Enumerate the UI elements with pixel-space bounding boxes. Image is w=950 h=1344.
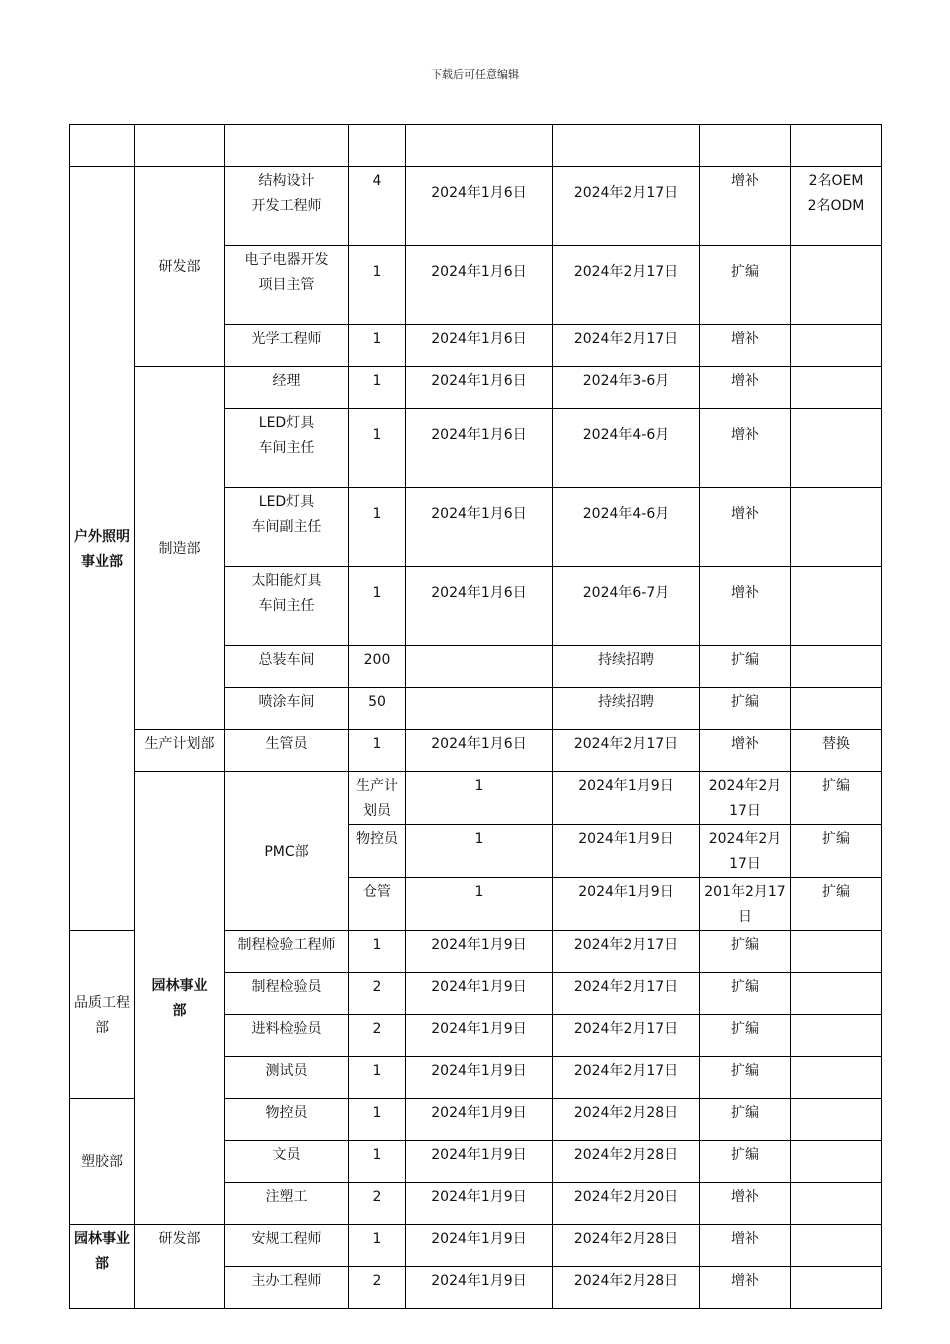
type-cell: 增补 [700,367,791,409]
business-unit-cell: 园林事业 部 [135,772,225,1225]
position-cell: 文员 [225,1141,349,1183]
department-cell: 制造部 [135,367,225,730]
position-cell: 经理 [225,367,349,409]
header-cell [791,125,882,167]
note-cell: 替换 [791,730,882,772]
end-date-cell: 2024年2月17日 [553,325,700,367]
end-date-cell: 2024年2月28日 [553,1099,700,1141]
position-cell: 制程检验员 [225,973,349,1015]
note-cell [791,1141,882,1183]
position-cell: 物控员 [349,825,406,878]
end-date-cell: 2024年2月17日 [553,167,700,246]
note-cell [791,646,882,688]
count-cell: 1 [349,1141,406,1183]
table-row [70,167,882,246]
position-cell: 太阳能灯具 车间主任 [225,567,349,646]
start-date-cell: 2024年1月9日 [406,973,553,1015]
position-cell: LED灯具 车间主任 [225,409,349,488]
type-cell: 扩编 [791,772,882,825]
type-cell: 增补 [700,567,791,646]
end-date-cell: 2024年6-7月 [553,567,700,646]
type-cell: 扩编 [700,646,791,688]
note-cell [791,325,882,367]
start-date-cell: 2024年1月6日 [406,325,553,367]
recruitment-table [69,124,882,1309]
end-date-cell: 2024年2月17日 [553,246,700,325]
header-cell [70,125,135,167]
start-date-cell: 2024年1月9日 [406,1141,553,1183]
type-cell: 增补 [700,1225,791,1267]
count-cell: 2 [349,1183,406,1225]
end-date-cell: 2024年2月20日 [553,1183,700,1225]
count-cell: 1 [349,325,406,367]
end-date-cell: 2024年2月28日 [553,1267,700,1309]
department-cell: 研发部 [135,1225,225,1309]
type-cell: 增补 [700,730,791,772]
table-row [70,367,882,409]
note-cell [791,246,882,325]
start-date-cell: 2024年1月9日 [406,1015,553,1057]
end-date-cell: 2024年2月17日 [553,1057,700,1099]
end-date-cell: 2024年2月17日 [553,730,700,772]
start-date-cell [406,646,553,688]
department-cell: 品质工程部 [70,931,135,1099]
start-date-cell: 2024年1月9日 [553,772,700,825]
type-cell: 扩编 [700,931,791,973]
position-cell: 生产计划员 [349,772,406,825]
department-cell: PMC部 [225,772,349,931]
department-cell: 塑胶部 [70,1099,135,1225]
page-header: 下载后可任意编辑 [431,68,519,81]
note-cell [791,931,882,973]
type-cell: 增补 [700,1267,791,1309]
note-cell [791,1057,882,1099]
position-cell: 总装车间 [225,646,349,688]
end-date-cell: 2024年2月17日 [553,1015,700,1057]
header-cell [553,125,700,167]
note-cell [791,1225,882,1267]
end-date-cell: 持续招聘 [553,688,700,730]
end-date-cell: 2024年2月17日 [700,825,791,878]
type-cell: 增补 [700,488,791,567]
count-cell: 1 [349,567,406,646]
count-cell: 1 [349,931,406,973]
position-cell: LED灯具 车间副主任 [225,488,349,567]
business-unit-cell: 户外照明 事业部 [70,167,135,931]
position-cell: 制程检验工程师 [225,931,349,973]
start-date-cell: 2024年1月9日 [406,1183,553,1225]
end-date-cell: 2024年4-6月 [553,488,700,567]
start-date-cell: 2024年1月9日 [406,1267,553,1309]
start-date-cell [406,688,553,730]
note-cell [791,367,882,409]
type-cell: 扩编 [700,1099,791,1141]
start-date-cell: 2024年1月6日 [406,167,553,246]
type-cell: 扩编 [700,688,791,730]
end-date-cell: 2024年2月28日 [553,1141,700,1183]
note-cell [791,1099,882,1141]
type-cell: 增补 [700,409,791,488]
header-cell [135,125,225,167]
type-cell: 扩编 [700,1141,791,1183]
count-cell: 2 [349,1267,406,1309]
position-cell: 测试员 [225,1057,349,1099]
note-cell [791,688,882,730]
position-cell: 结构设计 开发工程师 [225,167,349,246]
start-date-cell: 2024年1月6日 [406,246,553,325]
type-cell: 扩编 [700,1057,791,1099]
end-date-cell: 2024年2月28日 [553,1225,700,1267]
table-row [70,772,882,825]
type-cell: 增补 [700,325,791,367]
count-cell: 2 [349,973,406,1015]
note-cell [791,1015,882,1057]
type-cell: 扩编 [791,825,882,878]
type-cell: 增补 [700,167,791,246]
start-date-cell: 2024年1月9日 [406,1099,553,1141]
position-cell: 生管员 [225,730,349,772]
department-cell: 生产计划部 [135,730,225,772]
position-cell: 物控员 [225,1099,349,1141]
type-cell: 扩编 [700,973,791,1015]
start-date-cell: 2024年1月9日 [406,1057,553,1099]
header-cell [349,125,406,167]
start-date-cell: 2024年1月6日 [406,488,553,567]
position-cell: 安规工程师 [225,1225,349,1267]
count-cell: 1 [406,878,553,931]
start-date-cell: 2024年1月9日 [406,1225,553,1267]
position-cell: 主办工程师 [225,1267,349,1309]
start-date-cell: 2024年1月6日 [406,367,553,409]
position-cell: 电子电器开发 项目主管 [225,246,349,325]
count-cell: 1 [349,409,406,488]
end-date-cell: 持续招聘 [553,646,700,688]
count-cell: 4 [349,167,406,246]
position-cell: 进料检验员 [225,1015,349,1057]
note-cell [791,1267,882,1309]
position-cell: 仓管 [349,878,406,931]
start-date-cell: 2024年1月9日 [553,878,700,931]
start-date-cell: 2024年1月9日 [406,931,553,973]
count-cell: 1 [349,1099,406,1141]
department-cell: 研发部 [135,167,225,367]
start-date-cell: 2024年1月6日 [406,567,553,646]
type-cell: 扩编 [700,1015,791,1057]
note-cell [791,409,882,488]
start-date-cell: 2024年1月6日 [406,409,553,488]
position-cell: 喷涂车间 [225,688,349,730]
note-cell [791,567,882,646]
note-cell: 2名OEM 2名ODM [791,167,882,246]
count-cell: 2 [349,1015,406,1057]
position-cell: 光学工程师 [225,325,349,367]
type-cell: 扩编 [791,878,882,931]
count-cell: 1 [349,1225,406,1267]
header-cell [700,125,791,167]
end-date-cell: 2024年3-6月 [553,367,700,409]
note-cell [791,1183,882,1225]
header-cell [406,125,553,167]
count-cell: 1 [349,246,406,325]
business-unit-cell: 园林事业 部 [70,1225,135,1309]
type-cell: 增补 [700,1183,791,1225]
count-cell: 1 [349,367,406,409]
count-cell: 1 [406,772,553,825]
count-cell: 50 [349,688,406,730]
count-cell: 1 [349,1057,406,1099]
type-cell: 扩编 [700,246,791,325]
start-date-cell: 2024年1月6日 [406,730,553,772]
count-cell: 1 [406,825,553,878]
start-date-cell: 2024年1月9日 [553,825,700,878]
table-row [70,1225,882,1267]
count-cell: 200 [349,646,406,688]
end-date-cell: 2024年2月17日 [700,772,791,825]
position-cell: 注塑工 [225,1183,349,1225]
count-cell: 1 [349,488,406,567]
end-date-cell: 201年2月17日 [700,878,791,931]
table-row [70,730,882,772]
end-date-cell: 2024年2月17日 [553,973,700,1015]
count-cell: 1 [349,730,406,772]
header-cell [225,125,349,167]
note-cell [791,488,882,567]
end-date-cell: 2024年2月17日 [553,931,700,973]
end-date-cell: 2024年4-6月 [553,409,700,488]
note-cell [791,973,882,1015]
table-header-row [70,125,882,167]
